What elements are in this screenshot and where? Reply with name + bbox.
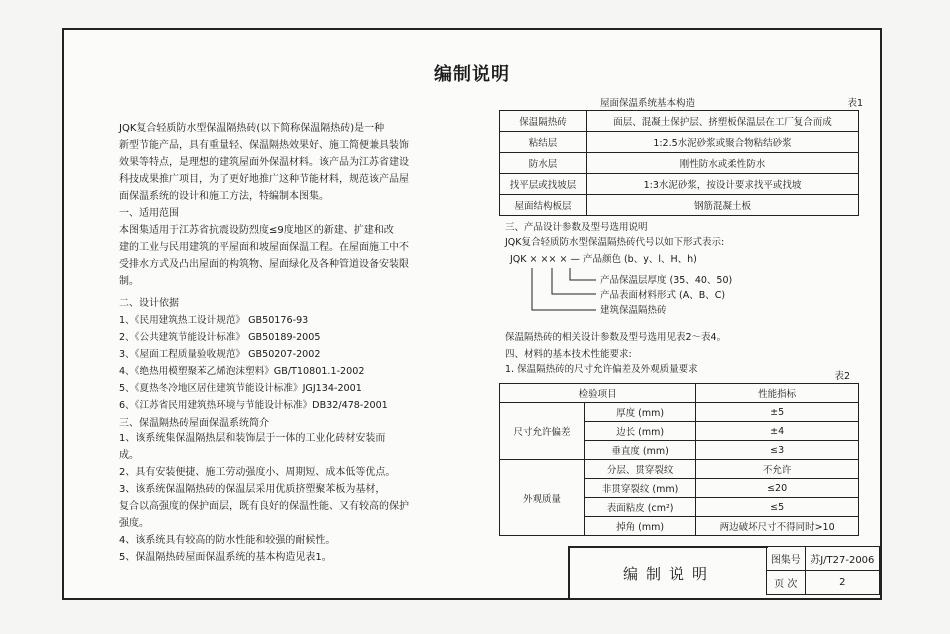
atlas-number-label: 图集号 — [767, 547, 806, 571]
section-3-body: 1、该系统集保温隔热层和装饰层于一体的工业化砖材安装而 成。 2、具有安装便捷、施工劳动强度小、周期短、成本低等优点。 3、该系统保温隔热砖的保温层采用优质挤塑聚苯板为基材， 复合以高强度的保护面层，既有良好的保温性能、又有较高的保护 强度。 4、该系统具有较高的防水性能和较强的耐候性。 5、保温隔热砖屋面保温系统的基本构造见表1。 — [119, 433, 409, 563]
table1-value-cell: 面层、混凝土保护层、挤塑板保温层在工厂复合而成 — [587, 111, 859, 132]
reference-list: 1、《民用建筑热工设计规范》 GB50176-93 2、《公共建筑节能设计标准》 GB50189-2005 3、《屋面工程质量验收规范》 GB50207-2002 4、《绝热用模塑聚苯乙烯泡沫塑料》GB/T10801.1-2002 5、《夏热冬冷地区居住建筑节能设计标准》JGJ134-2001 6、《江苏省民用建筑热环境与节能设计标准》DB32/478-2001 — [119, 315, 388, 411]
table-row — [500, 132, 859, 153]
table2 — [499, 383, 859, 536]
section-1-body: 本图集适用于江苏省抗震设防烈度≤9度地区的新建、扩建和改 建的工业与民用建筑的平屋面和坡屋面保温工程。在屋面施工中不 受排水方式及凸出屋面的构筑物、屋面绿化及各种管道设备安装限 制。 — [119, 225, 409, 287]
atlas-number-value: 苏J/T27-2006 — [805, 547, 879, 571]
page-number-value: 2 — [805, 571, 879, 595]
table1-title: 屋面保温系统基本构造 — [600, 98, 696, 109]
title-block-table — [766, 546, 880, 595]
table-cell: 两边破坏尺寸不得同时>10 — [696, 517, 859, 536]
group-appearance: 外观质量 — [500, 460, 585, 536]
table-cell: 掉角 (mm) — [585, 517, 696, 536]
code-legend-thickness: 产品保温层厚度 (35、40、50) — [600, 275, 733, 286]
page-title: 编制说明 — [434, 64, 510, 85]
table-row — [500, 153, 859, 174]
table-row — [500, 460, 859, 479]
table1-value-cell: 1:2.5水泥砂浆或聚合物粘结砂浆 — [587, 132, 859, 153]
code-legend-brick: 建筑保温隔热砖 — [600, 305, 667, 316]
table1-label-cell: 找平层或找坡层 — [500, 174, 587, 195]
table-row — [500, 174, 859, 195]
section-2-title: 二、设计依据 — [119, 298, 179, 309]
table-cell: 垂直度 (mm) — [585, 441, 696, 460]
table-row — [500, 111, 859, 132]
table2-head-value: 性能指标 — [696, 384, 859, 403]
code-legend-surface: 产品表面材料形式 (A、B、C) — [600, 290, 726, 301]
table-cell: 厚度 (mm) — [585, 403, 696, 422]
intro-paragraph: JQK复合轻质防水型保温隔热砖(以下简称保温隔热砖)是一种 新型节能产品，具有重量轻、保温隔热效果好、施工简便兼具装饰 效果等特点，是理想的建筑屋面外保温材料。该产品为江苏省建设 科技成果推广项目，为了更好地推广这种节能材料，规范该产品屋 面保温系统的设计和施工方法，特编制本图集。 — [119, 123, 409, 202]
table-cell: ±4 — [696, 422, 859, 441]
section-3-title: 三、保温隔热砖屋面保温系统简介 — [119, 418, 269, 429]
table1-value-cell: 1:3水泥砂浆，按设计要求找平或找坡 — [587, 174, 859, 195]
table2-head-item: 检验项目 — [500, 384, 696, 403]
table1-label-cell: 屋面结构板层 — [500, 195, 587, 216]
table1 — [499, 110, 859, 216]
group-size-tolerance: 尺寸允许偏差 — [500, 403, 585, 460]
table-cell: ≤5 — [696, 498, 859, 517]
title-block — [568, 546, 880, 596]
table-cell: 分层、贯穿裂纹 — [585, 460, 696, 479]
table1-label-cell: 防水层 — [500, 153, 587, 174]
table-cell: 边长 (mm) — [585, 422, 696, 441]
section-4: 四、材料的基本技术性能要求: 1. 保温隔热砖的尺寸允许偏差及外观质量要求 — [505, 349, 698, 375]
table1-value-cell: 钢筋混凝土板 — [587, 195, 859, 216]
page-number-label: 页 次 — [767, 571, 806, 595]
table-cell: 不允许 — [696, 460, 859, 479]
section-1-title: 一、适用范围 — [119, 208, 179, 219]
table2-number: 表2 — [834, 371, 850, 382]
code-leader-lines — [522, 266, 597, 316]
selection-note: 保温隔热砖的相关设计参数及型号选用见表2～表4。 — [505, 332, 727, 343]
table1-caption — [600, 95, 863, 109]
table-cell: ≤20 — [696, 479, 859, 498]
section-3-product: 三、产品设计参数及型号选用说明 JQK复合轻质防水型保温隔热砖代号以如下形式表示: — [505, 222, 725, 248]
table1-label-cell: 保温隔热砖 — [500, 111, 587, 132]
table-row — [500, 195, 859, 216]
table-cell: ±5 — [696, 403, 859, 422]
table1-number: 表1 — [847, 98, 863, 109]
table1-value-cell: 刚性防水或柔性防水 — [587, 153, 859, 174]
title-block-name: 编制说明 — [568, 546, 768, 598]
product-code: JQK × ×× × — 产品颜色 (b、y、l、H、h) — [510, 254, 697, 265]
table2-head-row — [500, 384, 859, 403]
table-cell: 表面粘皮 (cm²) — [585, 498, 696, 517]
table-cell: 非贯穿裂纹 (mm) — [585, 479, 696, 498]
drawing-sheet — [62, 28, 882, 600]
table1-label-cell: 粘结层 — [500, 132, 587, 153]
table-row — [500, 403, 859, 422]
table-cell: ≤3 — [696, 441, 859, 460]
